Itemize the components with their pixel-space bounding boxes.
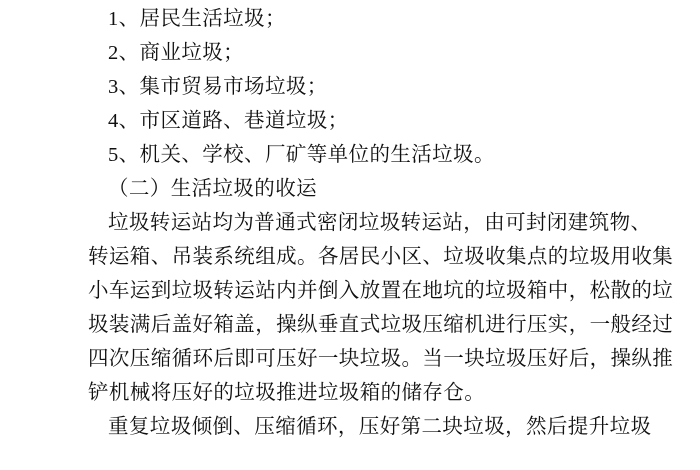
list-item: 4、市区道路、巷道垃圾； — [108, 110, 349, 132]
paragraph-line: 垃圾转运站均为普通式密闭垃圾转运站，由可封闭建筑物、 — [108, 212, 652, 234]
list-item: 5、机关、学校、厂矿等单位的生活垃圾。 — [108, 144, 495, 166]
paragraph-line: 转运箱、吊装系统组成。各居民小区、垃圾收集点的垃圾用收集 — [88, 246, 674, 268]
list-item: 3、集市贸易市场垃圾； — [108, 76, 328, 98]
paragraph-line: 小车运到垃圾转运站内并倒入放置在地坑的垃圾箱中，松散的垃 — [88, 280, 674, 302]
list-item: 1、居民生活垃圾； — [108, 8, 286, 30]
section-subheading: （二）生活垃圾的收运 — [108, 178, 317, 200]
list-item: 2、商业垃圾； — [108, 42, 245, 64]
paragraph-line: 四次压缩循环后即可压好一块垃圾。当一块垃圾压好后，操纵推 — [88, 348, 674, 370]
document-body — [88, 0, 674, 444]
paragraph-line: 重复垃圾倾倒、压缩循环，压好第二块垃圾，然后提升垃圾 — [108, 416, 652, 438]
paragraph-line: 铲机械将压好的垃圾推进垃圾箱的储存仓。 — [88, 382, 486, 404]
paragraph-line: 圾装满后盖好箱盖，操纵垂直式垃圾压缩机进行压实，一般经过 — [88, 314, 674, 336]
